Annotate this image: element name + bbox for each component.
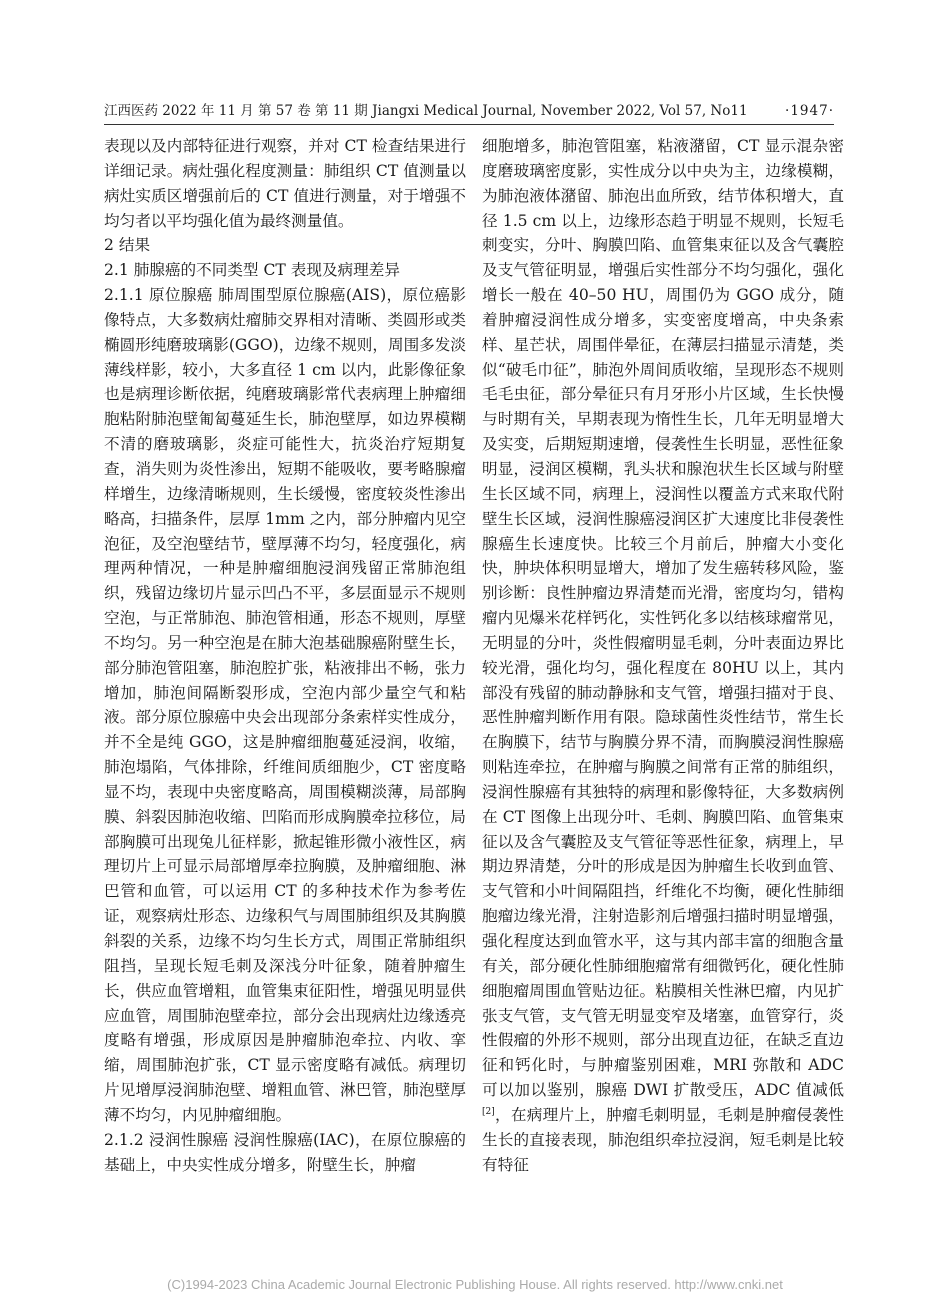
journal-citation: 江西医药 2022 年 11 月 第 57 卷 第 11 期 Jiangxi Medical Journal, November 2022, Vol 57, No11 [104, 103, 748, 119]
paragraph-ais: 2.1.1 原位腺癌 肺周围型原位腺癌(AIS)，原位癌影像特点，大多数病灶瘤肺交界相对清晰、类圆形或类椭圆形纯磨玻璃影(GGO)，边缘不规则，周围多发淡薄线样影，较小，大多直径 1 cm 以内，此影像征象也是病理诊断依据，纯磨玻璃影常代表病理上肿瘤细胞粘附肺泡壁匍匐蔓延生长，肺泡壁厚，如边界模糊不清的磨玻璃影，炎症可能性大，抗炎治疗短期复查，消失则为炎性渗出，短期不能吸收，要考略腺瘤样增生，边缘清晰规则，生长缓慢，密度较炎性渗出略高，扫描条件，层厚 1mm 之内，部分肿瘤内见空泡征，及空泡壁结节，壁厚薄不均匀，轻度强化，病理两种情况，一种是肿瘤细胞浸润残留正常肺泡组织，残留边缘切片显示凹凸不平，多层面显示不规则空泡，与正常肺泡、肺泡管相通，形态不规则，厚壁不均匀。另一种空泡是在肺大泡基础腺癌附壁生长，部分肺泡管阻塞，肺泡腔扩张，粘液排出不畅，张力增加，肺泡间隔断裂形成，空泡内部少量空气和粘液。部分原位腺癌中央会出现部分条索样实性成分，并不全是纯 GGO，这是肿瘤细胞蔓延浸润，收缩，肺泡塌陷，气体排除，纤维间质细胞少，CT 密度略显不均，表现中央密度略高，周围模糊淡薄，局部胸膜、斜裂因肺泡收缩、凹陷而形成胸膜牵拉移位，局部胸膜可出现兔儿征样影，掀起锥形微小液性区，病理切片上可显示局部增厚牵拉胸膜，及肿瘤细胞、淋巴管和血管，可以运用 CT 的多种技术作为参考佐证，观察病灶形态、边缘积气与周围肺组织及其胸膜斜裂的关系，边缘不均匀生长方式，周围正常肺组织阻挡，呈现长短毛刺及深浅分叶征象，随着肿瘤生长，供应血管增粗，血管集束征阳性，增强见明显供应血管，周围肺泡壁牵拉，部分会出现病灶边缘透亮度略有增强，形成原因是肿瘤肺泡牵拉、内收、挛缩，周围肺泡扩张，CT 显示密度略有减低。病理切片见增厚浸润肺泡壁、增粗血管、淋巴管，肺泡壁厚薄不均匀，内见肿瘤细胞。 [104, 286, 466, 1124]
paragraph-methods-end: 表现以及内部特征进行观察，并对 CT 检查结果进行详细记录。病灶强化程度测量：肺组织 CT 值测量以病灶实质区增强前后的 CT 值进行测量，对于增强不均匀者以平均强化值为最终测量值。 [104, 137, 466, 230]
page-number: ·1947· [785, 103, 834, 119]
paragraph-iac-start: 2.1.2 浸润性腺癌 浸润性腺癌(IAC)，在原位腺癌的基础上，中央实性成分增多，附壁生长，肿瘤 [104, 1130, 466, 1174]
paragraph-iac-continued [482, 134, 844, 1177]
paragraph-iac-text-end: ，在病理片上，肿瘤毛刺明显，毛刺是肿瘤侵袭性生长的直接表现，肺泡组织牵拉浸润，短毛刺是比较有特征 [482, 1105, 844, 1174]
section-heading-results: 2 结果 [104, 236, 151, 255]
citation-marker: [2] [482, 1106, 495, 1117]
running-header [104, 101, 834, 121]
header-rule [104, 124, 834, 125]
left-column [104, 134, 466, 1177]
copyright-footer: (C)1994-2023 China Academic Journal Electronic Publishing House. All rights reserved. http://www.cnki.net [167, 1277, 783, 1292]
subsection-heading-2-1: 2.1 肺腺癌的不同类型 CT 表现及病理差异 [104, 261, 400, 280]
right-column [482, 134, 844, 1177]
paragraph-iac-text: 细胞增多，肺泡管阻塞，粘液潴留，CT 显示混杂密度磨玻璃密度影，实性成分以中央为主，边缘模糊，为肺泡液体潴留、肺泡出血所致，结节体积增大，直径 1.5 cm 以上，边缘形态趋于明显不规则，长短毛刺变实，分叶、胸膜凹陷、血管集束征以及含气囊腔及支气管征明显，增强后实性部分不均匀强化，强化增长一般在 40–50 HU，周围仍为 GGO 成分，随着肿瘤浸润性成分增多，实变密度增高，中央条索样、星芒状，周围伴晕征，在薄层扫描显示清楚，类似“破毛巾征”，肺泡外周间质收缩，呈现形态不规则毛毛虫征，部分晕征只有月牙形小片区域，生长快慢与时期有关，早期表现为惰性生长，几年无明显增大及实变，后期短期速增，侵袭性生长明显，恶性征象明显，浸润区模糊，乳头状和腺泡状生长区域与附壁生长区域不同，病理上，浸润性以覆盖方式来取代附壁生长区域，浸润性腺癌浸润区扩大速度比非侵袭性腺癌生长速度快。比较三个月前后，肿瘤大小变化快，肿块体积明显增大，增加了发生癌转移风险，鉴别诊断：良性肿瘤边界清楚而光滑，密度均匀，错构瘤内见爆米花样钙化，实性钙化多以结核球瘤常见，无明显的分叶，炎性假瘤明显毛刺，分叶表面边界比较光滑，强化均匀，强化程度在 80HU 以上，其内部没有残留的肺动静脉和支气管，增强扫描对于良、恶性肿瘤判断作用有限。隐球菌性炎性结节，常生长在胸膜下，结节与胸膜分界不清，而胸膜浸润性腺癌则粘连牵拉，在肿瘤与胸膜之间常有正常的肺组织，浸润性腺癌有其独特的病理和影像特征，大多数病例在 CT 图像上出现分叶、毛刺、胸膜凹陷、血管集束征以及含气囊腔及支气管征等恶性征象，病理上，早期边界清楚，分叶的形成是因为肿瘤生长收到血管、支气管和小叶间隔阻挡，纤维化不均衡，硬化性肺细胞瘤边缘光滑，注射造影剂后增强扫描时明显增强，强化程度达到血管水平，这与其内部丰富的细胞含量有关，部分硬化性肺细胞瘤常有细微钙化，硬化性肺细胞瘤周围血管贴边征。粘膜相关性淋巴瘤，内见扩张支气管，支气管无明显变窄及堵塞，血管穿行，炎性假瘤的外形不规则，部分出现直边征，在缺乏直边征和钙化时，与肿瘤鉴别困难，MRI 弥散和 ADC 可以加以鉴别，腺癌 DWI 扩散受压，ADC 值减低 [482, 137, 844, 1100]
